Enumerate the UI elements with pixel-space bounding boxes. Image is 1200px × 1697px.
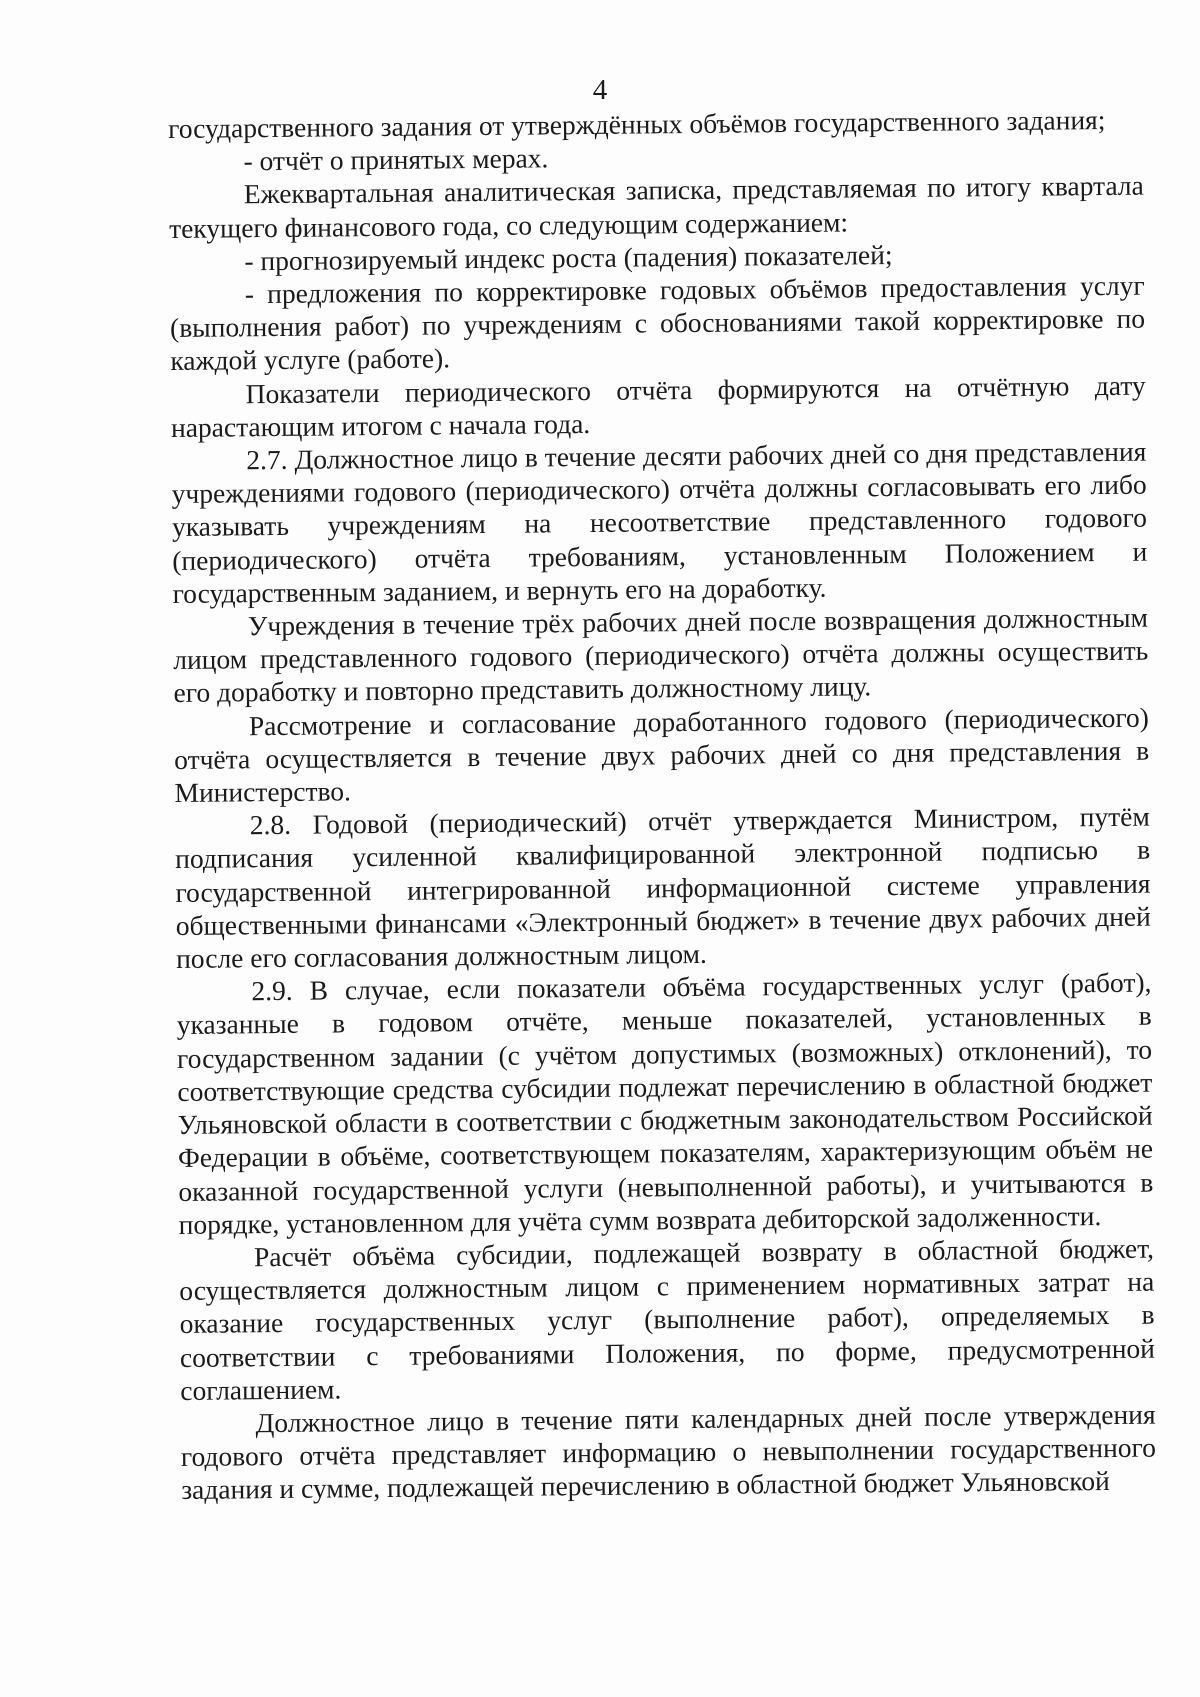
paragraph-clause-2-8: 2.8. Годовой (периодический) отчёт утверждается Министром, путём подписания усиленной квалифицированной электронной подписью в государственной интегрированной информационной системе управления общественными финансами «Электронный бюджет» в течение двух рабочих дней после его согласования должностным лицом. [175,800,1151,975]
paragraph-review-approval: Рассмотрение и согласование доработанного годового (периодического) отчёта осуществляется в течение двух рабочих дней со дня представления в Министерство. [174,701,1150,809]
paragraph-report-indicators: Показатели периодического отчёта формируются на отчётную дату нарастающим итогом с начала года. [170,369,1146,443]
paragraph-clause-2-7: 2.7. Должностное лицо в течение десяти рабочих дней со дня представления учреждениями годового (периодического) отчёта должны согласовывать его либо указывать учреждениям на несоответствие представленного годового (периодического) отчёта требованиям, установленным Положением и государственным заданием, и вернуть его на доработку. [171,435,1148,609]
document-body [168,103,1156,1507]
list-item-proposals: - предложения по корректировке годовых объёмов предоставления услуг (выполнения работ) по учреждениям с обоснованиями такой корректировке по каждой услуге (работе). [169,269,1146,377]
paragraph-quarterly-note: Ежеквартальная аналитическая записка, представляемая по итогу квартала текущего финансового года, со следующим содержанием: [168,170,1144,244]
paragraph-institutions-rework: Учреждения в течение трёх рабочих дней после возвращения должностным лицом представленного годового (периодического) отчёта должны осуществить его доработку и повторно представить должностному лицу. [173,601,1149,709]
paragraph-official-information: Должностное лицо в течение пяти календарных дней после утверждения годового отчёта представляет информацию о невыполнении государственного задания и сумме, подлежащей перечислению в областной бюджет Ульяновской [180,1398,1157,1506]
paragraph-clause-2-9: 2.9. В случае, если показатели объёма государственных услуг (работ), указанные в годовом отчёте, меньше показателей, установленных в государственном задании (с учётом допустимых (возможных) отклонений), то соответствующие средства субсидии подлежат перечислению в областной бюджет Ульяновской области в соответствии с бюджетным законодательством Российской Федерации в объёме, соответствующем показателям, характеризующим объём не оказанной государственной услуги (невыполненной работы), и учитываются в порядке, установленном для учёта сумм возврата дебиторской задолженности. [176,966,1154,1240]
paragraph-continuation: государственного задания от утверждённых объёмов государственного задания; [168,104,1106,144]
page-number: 4 [592,74,608,106]
list-item-growth-index: - прогнозируемый индекс роста (падения) показателей; [244,238,893,277]
paragraph-subsidy-calculation: Расчёт объёма субсидии, подлежащей возврату в областной бюджет, осуществляется должностным лицом с применением нормативных затрат на оказание государственных услуг (выполнение работ), определяемых в соответствии с требованиями Положения, по форме, предусмотренной соглашением. [179,1232,1156,1406]
list-item-report-measures: - отчёт о принятых мерах. [243,142,549,177]
